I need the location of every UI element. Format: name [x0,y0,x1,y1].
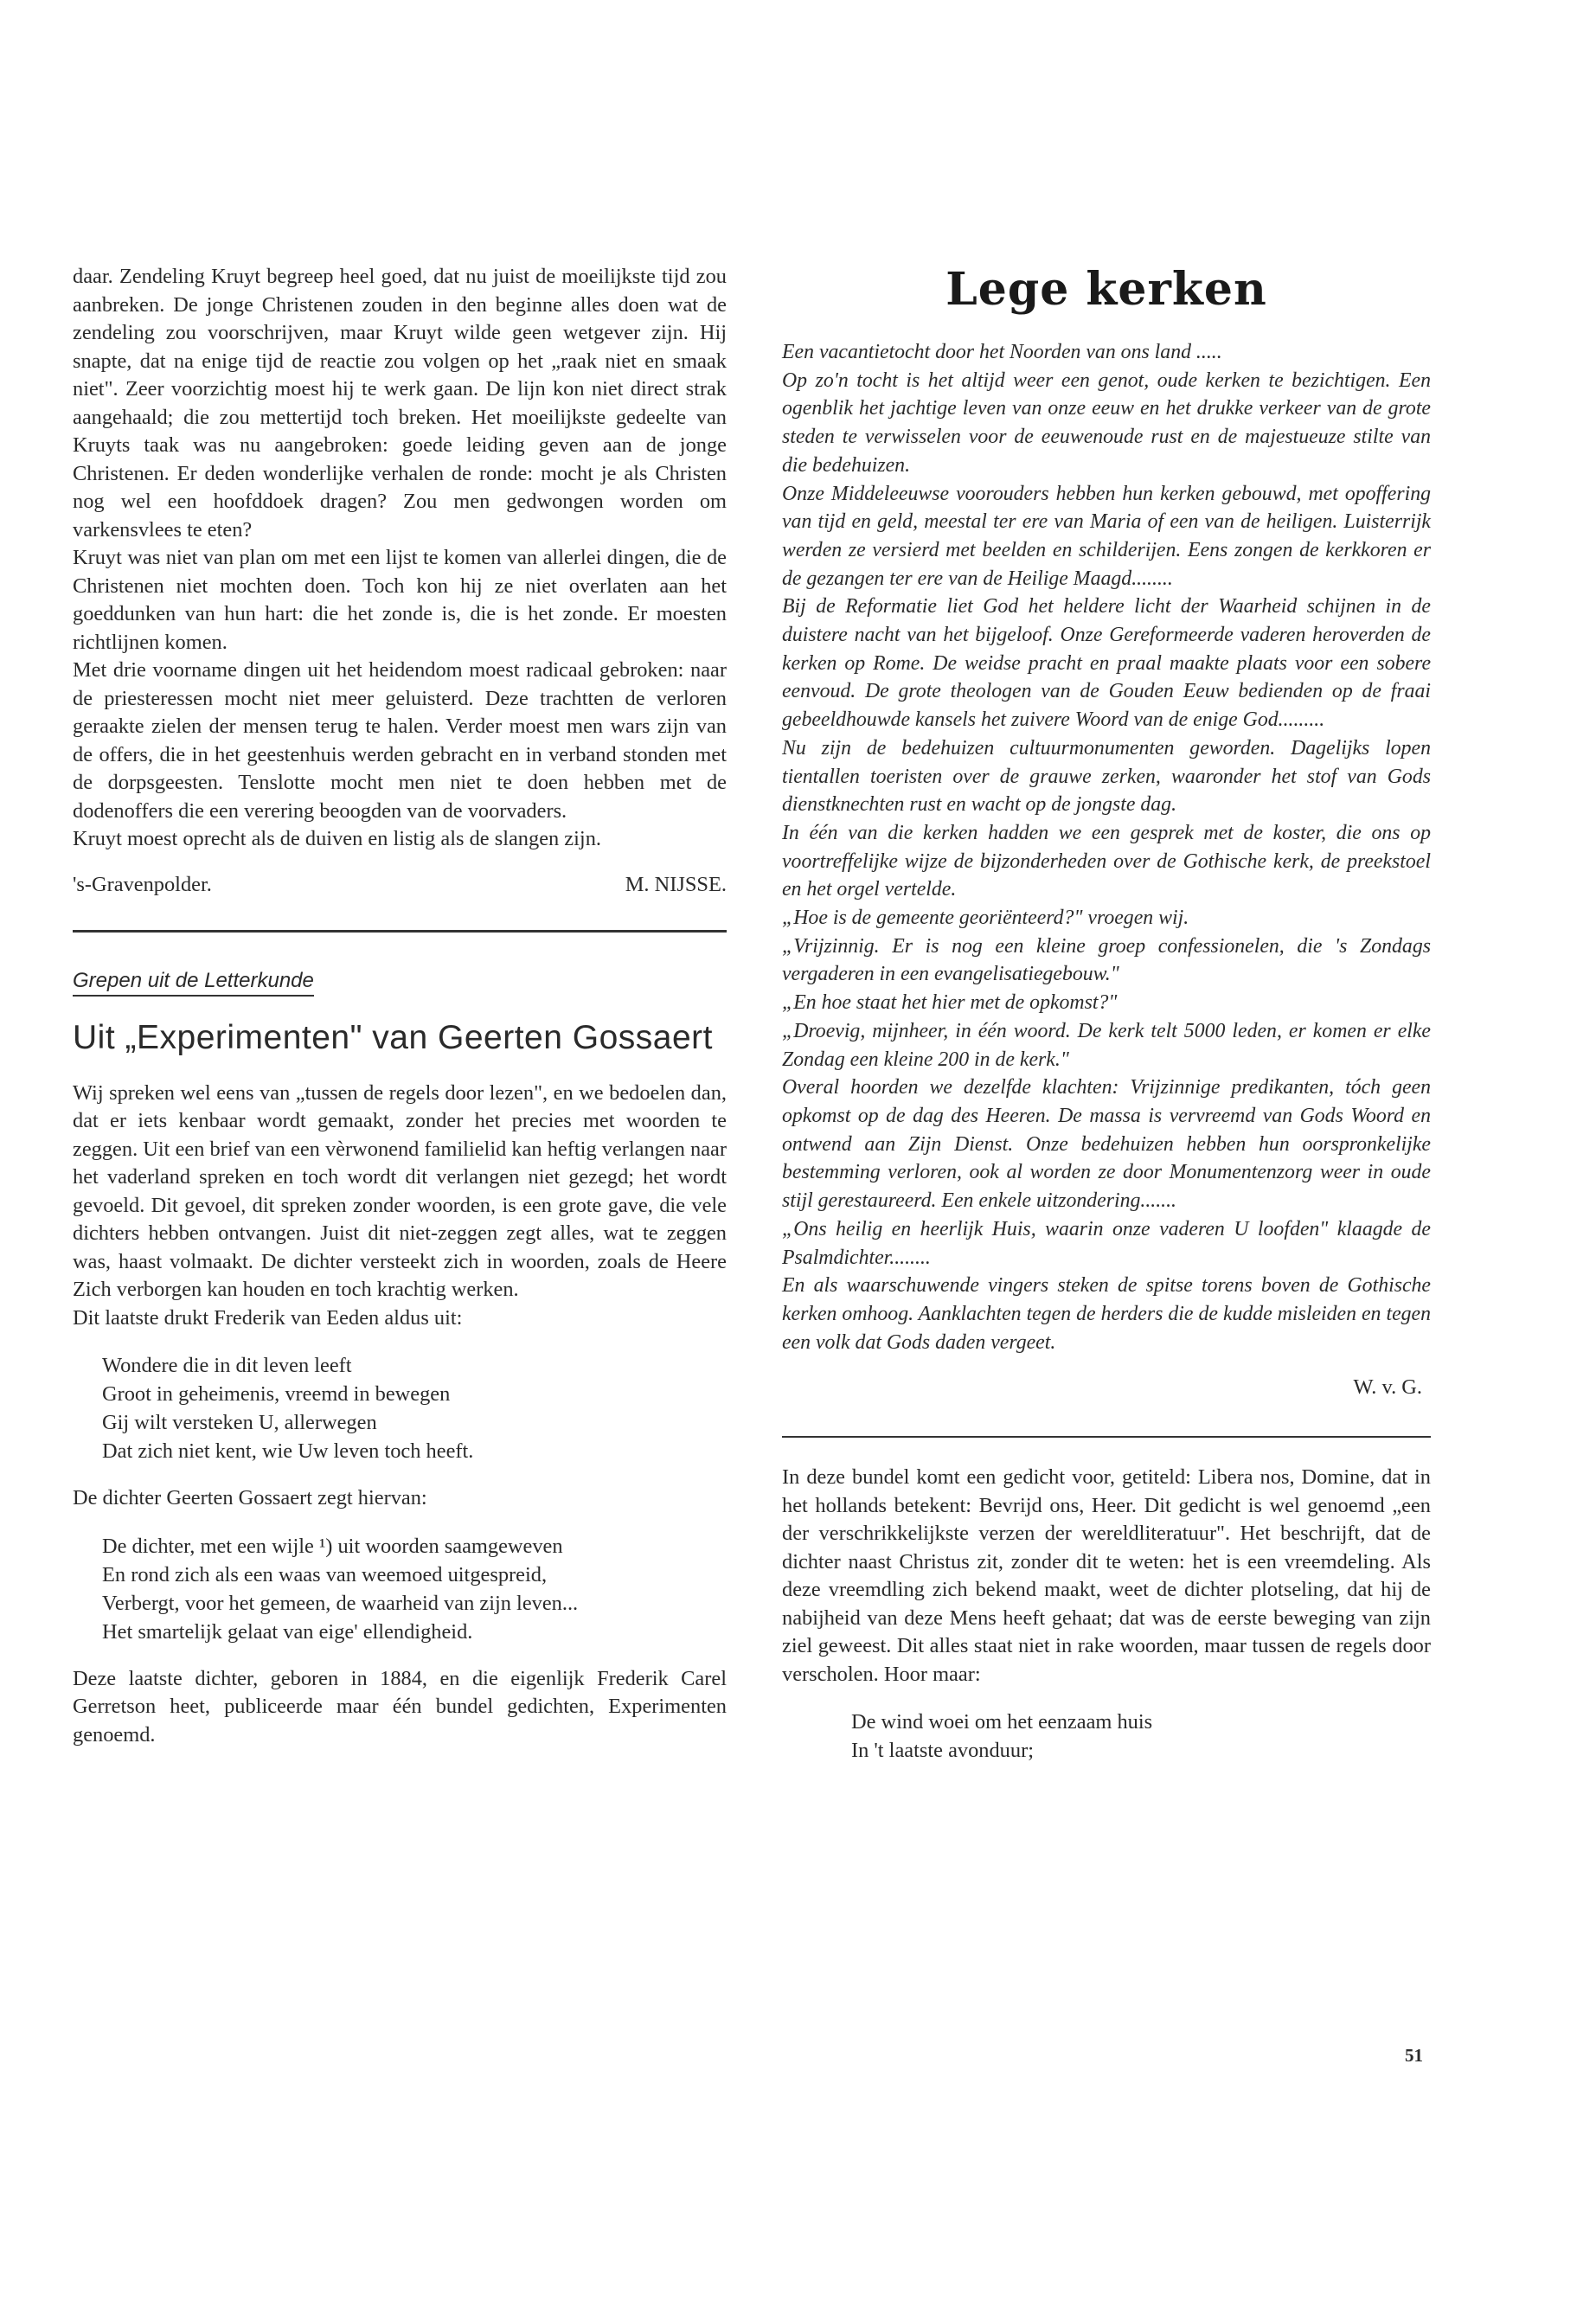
article-heading: Lege kerken [945,263,1267,316]
poem-gossaert [102,1532,727,1646]
dialogue-line: „Vrijzinnig. Er is nog een kleine groep confessionelen, die 's Zondags vergaderen in een evangelisatiegebouw." [782,934,1431,986]
poem-line: Het smartelijk gelaat van eige' ellendigheid. [102,1619,473,1644]
section-divider [782,1436,1431,1438]
italic-paragraph: En als waarschuwende vingers steken de spitse torens boven de Gothische kerken omhoog. Aanklachten tegen de herders die de kudde misleiden en tegen een volk dat Gods daden vergeet. [782,1274,1431,1354]
continuation-paragraph: In deze bundel komt een gedicht voor, getiteld: Libera nos, Domine, dat in het hollands betekent: Bevrijd ons, Heer. Dit gedicht is wel genoemd „een der verschrikkelijkste verzen der wereldliteratuur". Het beschrijft, dat de dichter naast Christus zit, zonder dit te weten: het is een vreemdeling. Als deze vreemdling zich bekend maakt, weet de dichter plotseling, dat hij de nabijheid van deze Mens heeft gehaat; dat was de eerste beweging van zijn ziel geweest. Dit alles staat niet in rake woorden, maar tussen de regels door verscholen. Hoor maar: [782,1465,1431,1686]
italic-paragraph: Onze Middeleeuwse voorouders hebben hun kerken gebouwd, met opoffering van tijd en geld, meestal ter ere van Maria of een van de heiligen. Luisterrijk werden ze versierd met beelden en schilderijen. Eens zongen de kerkkoren er de gezangen ter ere van de Heilige Maagd........ [782,482,1431,590]
left-column [73,263,727,1749]
poem-line: Wondere die in dit leven leeft [102,1354,352,1377]
italic-paragraph: Bij de Reformatie liet God het heldere licht der Waarheid schijnen in de duistere nacht van het bijgeloof. Onze Gereformeerde vaderen heroverden de kerken op Rome. De weidse pracht en praal maakte plaats voor een sobere eenvoud. De grote theologen van de Gouden Eeuw bedienden op de fraai gebeeldhouwde kansels het zuivere Woord van de enige God......... [782,595,1431,732]
dialogue-line: „Hoe is de gemeente georiënteerd?" vroegen wij. [782,907,1189,930]
closing-paragraph: Deze laatste dichter, geboren in 1884, en die eigenlijk Frederik Carel Gerretson heet, publiceerde maar één bundel gedichten, Experimenten genoemd. [73,1666,727,1747]
poem-line: In 't laatste avonduur; [851,1739,1034,1763]
signature-name: M. NIJSSE. [625,872,727,896]
italic-paragraph: Op zo'n tocht is het altijd weer een genot, oude kerken te bezichtigen. Een ogenblik het jachtige leven van onze eeuw en het drukke verkeer van de grote steden te verwisselen voor de eeuwenoude rust en de majestueuze stilte van die bedehuizen. [782,369,1431,477]
paragraph-4: Kruyt moest oprecht als de duiven en listig als de slangen zijn. [73,827,601,850]
poem-line: Gij wilt versteken U, allerwegen [102,1411,377,1434]
poem-line: Groot in geheimenis, vreemd in bewegen [102,1382,451,1406]
signature-place: 's-Gravenpolder. [73,872,212,896]
dialogue-line: „En hoe staat het hier met de opkomst?" [782,991,1118,1015]
van-eeden-intro: Dit laatste drukt Frederik van Eeden aldus uit: [73,1305,463,1330]
poem-libera-nos [851,1708,1431,1765]
paragraph-2: Kruyt was niet van plan om met een lijst te komen van allerlei dingen, die de Christenen niet mochten doen. Toch kon hij ze niet overlaten aan het goeddunken van hun hart: die het zonde is, die is het zonde. Er moesten richtlijnen komen. [73,546,727,654]
paragraph-3: Met drie voorname dingen uit het heidendom moest radicaal gebroken: naar de priesteressen mocht niet meer geluisterd. Deze trachtten de verloren geraakte zielen der mensen terug te halen. Verder moest men wars zijn van de offers, die in het geestenhuis werden gebracht en in verband stonden met de dorpsgeesten. Tenslotte mocht men niet te doen hebben met de dodenoffers die een verering beoogden van de voorvaders. [73,658,727,823]
poem-van-eeden [102,1351,727,1465]
gossaert-intro: De dichter Geerten Gossaert zegt hiervan: [73,1486,427,1509]
article-title: Uit „Experimenten" van Geerten Gossaert [73,1018,713,1056]
italic-paragraph: „Ons heilig en heerlijk Huis, waarin onze vaderen U loofden" klaagde de Psalmdichter........ [782,1217,1431,1269]
poem-line: Dat zich niet kent, wie Uw leven toch heeft. [102,1439,474,1463]
article-intro: Wij spreken wel eens van „tussen de regels door lezen", en we bedoelen dan, dat er iets kenbaar wordt gemaakt, zonder het precies met woorden te zeggen. Uit een brief van een vèrwonend familielid kan heftig verlangen naar het vaderland spreken en toch wordt dit verlangen niet gezegd; het wordt gevoeld. Dit gevoel, dit spreken zonder woorden, is een grote gave, die vele dichters hebben ontvangen. Juist dit niet-zeggen zegt alles, wat te zeggen was, haast volmaakt. De dichter versteekt zich in woorden, zoals de Heere Zich verborgen kan houden en toch krachtig werken. [73,1080,727,1301]
section-label: Grepen uit de Letterkunde [73,969,314,997]
italic-paragraph: Nu zijn de bedehuizen cultuurmonumenten geworden. Dagelijks lopen tientallen toeristen over de grauwe zerken, waaronder het stof van Gods dienstknechten rust en wacht op de jongste dag. [782,736,1431,817]
italic-paragraph: Overal hoorden we dezelfde klachten: Vrijzinnige predikanten, tóch geen opkomst op de dag des Heeren. De massa is vervreemd van Gods Woord en ontwend aan Zijn Dienst. Onze bedehuizen hebben hun oorspronkelijke bestemming verloren, ook al worden ze door Monumentenzorg weer in oude stijl gerestaureerd. Een enkele uitzondering....... [782,1076,1431,1213]
italic-paragraph: Een vacantietocht door het Noorden van ons land ..... [782,341,1222,363]
poem-line: De wind woei om het eenzaam huis [851,1710,1153,1734]
poem-line: Verbergt, voor het gemeen, de waarheid van zijn leven... [102,1591,579,1615]
dialogue-line: „Droevig, mijnheer, in één woord. De kerk telt 5000 leden, er komen er elke Zondag een kleine 200 in de kerk." [782,1019,1431,1071]
paragraph-1: daar. Zendeling Kruyt begreep heel goed, dat nu juist de moeilijkste tijd zou aanbreken. De jonge Christenen zouden in den beginne alles doen wat de zendeling zou voorschrijven, maar Kruyt wilde geen wetgever zijn. Hij snapte, dat na enige tijd de reactie zou volgen op het „raak niet en smaak niet". Zeer voorzichtig moest hij te werk gaan. De lijn kon niet direct strak aangehaald; die zou mettertijd toch breken. Het moeilijkste gedeelte van Kruyts taak was nu aangebroken: goede leiding geven aan de jonge Christenen. Er deden wonderlijke verhalen de ronde: mocht je als Christen nog wel een hoofddoek dragen? Zou men gedwongen worden om varkensvlees te eten? [73,265,727,542]
section-divider [73,930,727,933]
article-signature: W. v. G. [1353,1375,1422,1400]
poem-line: De dichter, met een wijle ¹) uit woorden saamgeweven [102,1534,563,1558]
signature-block [73,873,727,897]
italic-paragraph: In één van die kerken hadden we een gesprek met de koster, die ons op voortreffelijke wijze de bijzonderheden over de Gothische kerk, de preekstoel en het orgel vertelde. [782,821,1431,901]
page-number: 51 [1405,2045,1423,2066]
right-column [782,263,1431,1784]
poem-line: En rond zich als een waas van weemoed uitgespreid, [102,1562,548,1586]
